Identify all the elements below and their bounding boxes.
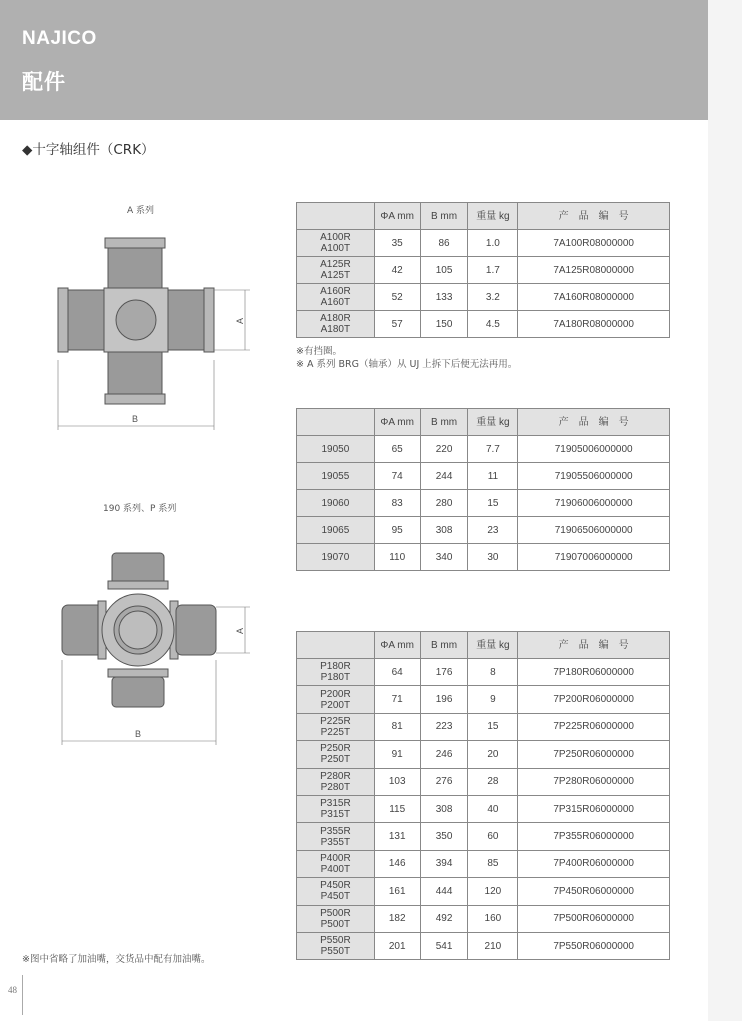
p-series-table-body bbox=[297, 659, 670, 960]
cell-b: 276 bbox=[420, 768, 468, 795]
cell-b: 223 bbox=[420, 713, 468, 740]
table-row: 19050 65 220 7.7 71905006000000 bbox=[297, 436, 670, 463]
cell-b: 444 bbox=[420, 878, 468, 905]
cell-b: 350 bbox=[420, 823, 468, 850]
model-cell: P200R P200T bbox=[297, 686, 375, 713]
dim-a-label: A bbox=[235, 317, 245, 324]
a-series-table bbox=[296, 202, 670, 338]
table-header-row bbox=[297, 203, 670, 230]
model-cell: A160R A160T bbox=[297, 284, 375, 311]
page-edge-strip bbox=[708, 0, 742, 1021]
cell-a: 71 bbox=[374, 686, 420, 713]
model-cell: P250R P250T bbox=[297, 741, 375, 768]
cell-weight: 9 bbox=[468, 686, 518, 713]
cell-a: 64 bbox=[374, 659, 420, 686]
model-cell: P500R P500T bbox=[297, 905, 375, 932]
model-cell: P225R P225T bbox=[297, 713, 375, 740]
model-cell: P315R P315T bbox=[297, 795, 375, 822]
model-cell: A125R A125T bbox=[297, 257, 375, 284]
cell-a: 146 bbox=[374, 850, 420, 877]
cell-code: 7P550R06000000 bbox=[518, 932, 670, 959]
cell-a: 91 bbox=[374, 741, 420, 768]
footnote: ※图中省略了加油嘴，交货品中配有加油嘴。 bbox=[22, 954, 211, 965]
cell-weight: 120 bbox=[468, 878, 518, 905]
header-model bbox=[297, 632, 375, 659]
cell-a: 182 bbox=[374, 905, 420, 932]
cell-a: 115 bbox=[374, 795, 420, 822]
model-cell: P550R P550T bbox=[297, 932, 375, 959]
cell-b: 308 bbox=[420, 795, 468, 822]
model-cell: P180R P180T bbox=[297, 659, 375, 686]
table-row bbox=[297, 795, 670, 822]
table-row: 19055 74 244 11 71905506000000 bbox=[297, 463, 670, 490]
cell-weight: 40 bbox=[468, 795, 518, 822]
table-row: A125R A125T 42 105 1.7 7A125R08000000 bbox=[297, 257, 670, 284]
cell-weight: 210 bbox=[468, 932, 518, 959]
cell-code: 7P355R06000000 bbox=[518, 823, 670, 850]
header-b: B mm bbox=[420, 203, 468, 230]
cell-a: 131 bbox=[374, 823, 420, 850]
table-row: A180R A180T 57 150 4.5 7A180R08000000 bbox=[297, 311, 670, 338]
a-series-label: A 系列 bbox=[127, 206, 155, 216]
model-cell: P280R P280T bbox=[297, 768, 375, 795]
cell-code: 7P180R06000000 bbox=[518, 659, 670, 686]
a-series-notes: ※有挡圈。 ※ A 系列 BRG（轴承）从 UJ 上拆下后便无法再用。 bbox=[296, 346, 518, 370]
table-row bbox=[297, 850, 670, 877]
model-cell: A100R A100T bbox=[297, 230, 375, 257]
cell-weight: 28 bbox=[468, 768, 518, 795]
cell-weight: 8 bbox=[468, 659, 518, 686]
cell-a: 201 bbox=[374, 932, 420, 959]
cell-code: 7P450R06000000 bbox=[518, 878, 670, 905]
dim-b-label: B bbox=[132, 414, 139, 424]
cell-code: 7P500R06000000 bbox=[518, 905, 670, 932]
header-a: ΦA mm bbox=[374, 203, 420, 230]
cell-weight: 60 bbox=[468, 823, 518, 850]
cell-b: 394 bbox=[420, 850, 468, 877]
table-row bbox=[297, 713, 670, 740]
cell-b: 541 bbox=[420, 932, 468, 959]
cell-code: 7P200R06000000 bbox=[518, 686, 670, 713]
table-row: 19060 83 280 15 71906006000000 bbox=[297, 490, 670, 517]
table-header-row: ΦA mm B mm 重量 kg 产 品 编 号 bbox=[297, 409, 670, 436]
cell-b: 176 bbox=[420, 659, 468, 686]
cell-b: 196 bbox=[420, 686, 468, 713]
p-series-label: 190 系列、P 系列 bbox=[103, 504, 177, 514]
cell-a: 81 bbox=[374, 713, 420, 740]
header-band bbox=[0, 0, 708, 120]
model-cell: P450R P450T bbox=[297, 878, 375, 905]
cell-code: 7P250R06000000 bbox=[518, 741, 670, 768]
p-series-cross-drawing bbox=[50, 545, 265, 750]
page-title: 配件 bbox=[22, 70, 66, 94]
190-series-table bbox=[296, 408, 670, 571]
cell-weight: 20 bbox=[468, 741, 518, 768]
page-divider bbox=[22, 975, 23, 1015]
table-row: 19070 110 340 30 71907006000000 bbox=[297, 544, 670, 571]
cell-code: 7P400R06000000 bbox=[518, 850, 670, 877]
cell-a: 161 bbox=[374, 878, 420, 905]
cell-weight: 15 bbox=[468, 713, 518, 740]
dim-a-label: A bbox=[235, 627, 245, 634]
header-model bbox=[297, 203, 375, 230]
page-number: 48 bbox=[8, 985, 17, 995]
cell-b: 246 bbox=[420, 741, 468, 768]
p-series-table bbox=[296, 631, 670, 960]
table-row bbox=[297, 741, 670, 768]
cell-weight: 85 bbox=[468, 850, 518, 877]
cell-code: 7P315R06000000 bbox=[518, 795, 670, 822]
a-series-cross-drawing bbox=[50, 230, 265, 435]
table-row bbox=[297, 823, 670, 850]
cell-code: 7P280R06000000 bbox=[518, 768, 670, 795]
header-code: 产 品 编 号 bbox=[518, 203, 670, 230]
table-row: A160R A160T 52 133 3.2 7A160R08000000 bbox=[297, 284, 670, 311]
model-cell: P355R P355T bbox=[297, 823, 375, 850]
header-model bbox=[297, 409, 375, 436]
table-row bbox=[297, 878, 670, 905]
header-weight: 重量 kg bbox=[468, 203, 518, 230]
table-row: 19065 95 308 23 71906506000000 bbox=[297, 517, 670, 544]
table-row bbox=[297, 768, 670, 795]
cell-weight: 160 bbox=[468, 905, 518, 932]
cell-a: 103 bbox=[374, 768, 420, 795]
table-row bbox=[297, 659, 670, 686]
table-row: A100R A100T 35 86 1.0 7A100R08000000 bbox=[297, 230, 670, 257]
model-cell: P400R P400T bbox=[297, 850, 375, 877]
table-row bbox=[297, 686, 670, 713]
cell-code: 7P225R06000000 bbox=[518, 713, 670, 740]
dim-b-label: B bbox=[135, 729, 142, 739]
table-row bbox=[297, 932, 670, 959]
model-cell: A180R A180T bbox=[297, 311, 375, 338]
table-row bbox=[297, 905, 670, 932]
brand-logo: NAJICO bbox=[22, 28, 97, 49]
cell-b: 492 bbox=[420, 905, 468, 932]
table-header-row: ΦA mm B mm 重量 kg 产 品 编 号 bbox=[297, 632, 670, 659]
section-title: ◆十字轴组件（CRK） bbox=[22, 142, 155, 158]
